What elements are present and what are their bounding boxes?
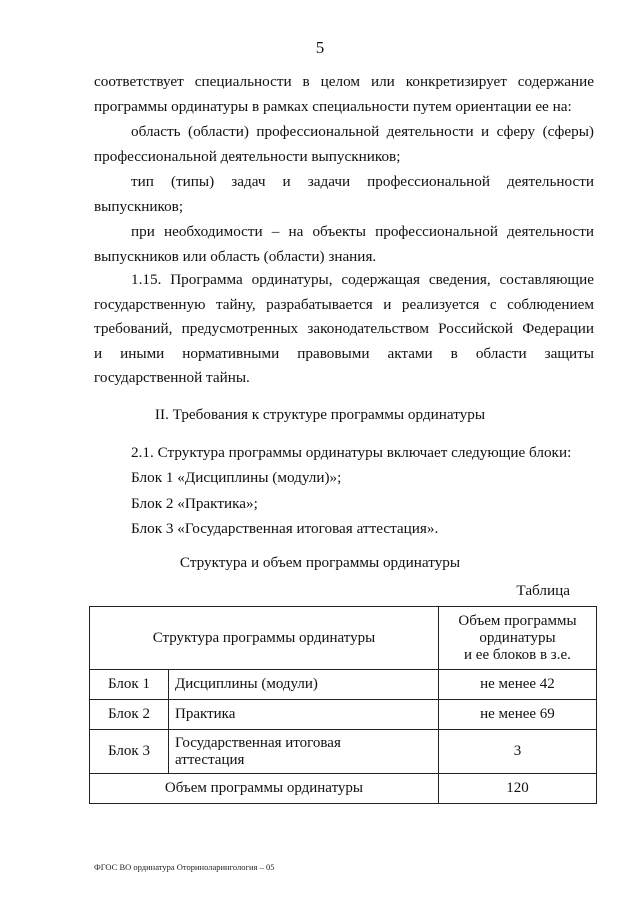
text-line: 2.1. Структура программы ординатуры включает следующие блоки:	[131, 444, 572, 461]
cell-name-line: Государственная итоговая	[175, 734, 341, 751]
table-total-row	[90, 774, 597, 804]
structure-table	[89, 606, 597, 804]
header-volume-line: Объем программы	[458, 612, 577, 629]
text-line: выпускников;	[94, 197, 184, 215]
text-line: государственную тайну, разрабатывается и реализуется с соблюдением	[94, 295, 594, 313]
table-total-label: Объем программы ординатуры	[90, 774, 439, 804]
table-cell-name: Дисциплины (модули)	[169, 670, 439, 700]
table-cell-block: Блок 2	[90, 700, 169, 730]
text-line: государственной тайны.	[94, 369, 250, 387]
table-cell-volume: не менее 42	[438, 670, 596, 700]
table-cell-name	[169, 730, 439, 774]
table-header-structure: Структура программы ординатуры	[90, 607, 439, 670]
table-total-value: 120	[438, 774, 596, 804]
header-volume-line: и ее блоков в з.е.	[464, 646, 571, 663]
table-cell-block: Блок 1	[90, 670, 169, 700]
table-header-volume	[438, 607, 596, 670]
table-row	[90, 700, 597, 730]
table-cell-volume: 3	[438, 730, 596, 774]
block-list-item: Блок 3 «Государственная итоговая аттестация».	[131, 520, 439, 537]
cell-name-line: аттестация	[175, 751, 245, 768]
text-line: при необходимости – на объекты профессиональной деятельности	[131, 223, 594, 240]
page-footer: ФГОС ВО ординатура Оториноларингология – 05	[94, 862, 275, 872]
table-row	[90, 670, 597, 700]
block-list-item: Блок 2 «Практика»;	[131, 495, 258, 512]
text-line: и иными нормативными правовыми актами в области защиты	[94, 344, 594, 362]
table-cell-block: Блок 3	[90, 730, 169, 774]
section-heading: II. Требования к структуре программы ординатуры	[154, 406, 486, 423]
text-line: соответствует специальности в целом или конкретизирует содержание	[94, 73, 594, 90]
text-line: профессиональной деятельности выпускников;	[94, 147, 401, 165]
table-header-row	[90, 607, 597, 670]
text-line: выпускников или область (области) знания.	[94, 247, 377, 265]
page-number: 5	[315, 38, 325, 57]
text-line: программы ординатуры в рамках специальности путем ориентации ее на:	[94, 97, 572, 115]
table-cell-name: Практика	[169, 700, 439, 730]
table-label: Таблица	[516, 582, 570, 599]
text-line: область (области) профессиональной деятельности и сферу (сферы)	[131, 123, 594, 140]
text-line: 1.15. Программа ординатуры, содержащая сведения, составляющие	[131, 271, 594, 288]
block-list-item: Блок 1 «Дисциплины (модули)»;	[131, 469, 342, 486]
text-line: тип (типы) задач и задачи профессиональной деятельности	[131, 173, 594, 190]
header-volume-line: ординатуры	[479, 629, 556, 646]
table-cell-volume: не менее 69	[438, 700, 596, 730]
text-line: требований, предусмотренных законодательством Российской Федерации	[94, 320, 594, 338]
table-title: Структура и объем программы ординатуры	[179, 554, 461, 571]
table-row	[90, 730, 597, 774]
